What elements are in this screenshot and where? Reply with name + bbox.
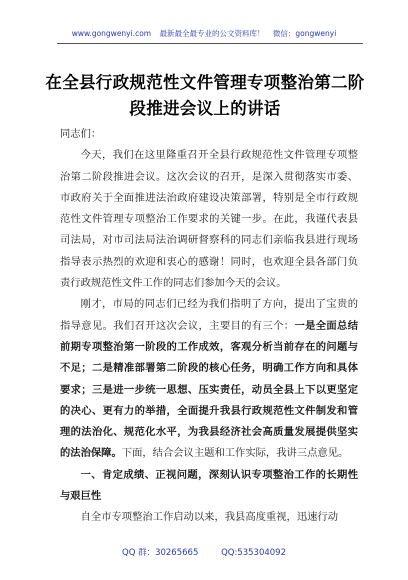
purpose-bold: 一是全面总结前期专项整治第一阶段的工作成效，客观分析当前存在的问题与不足；二是精准部署第二阶段的核心任务，明确工作方向和具体要求；三是进一步统一思想、压实责任，动员全县上下以更坚定的决心、更有力的举措，全面提升我县行政规范性文件制发和管理的法治化、规范化水平，为我县经济社会高质量发展提供坚实的法治保障。	[60, 319, 359, 460]
page-footer	[0, 546, 408, 558]
salutation: 同志们：	[60, 128, 102, 140]
section-heading-1: 一、肯定成绩、正视问题，深刻认识专项整治工作的长期性与艰巨性	[60, 468, 358, 503]
paragraph-section-1: 自全市专项整治工作启动以来，我县高度重视，迅速行动	[80, 511, 339, 524]
header-divider	[57, 43, 363, 44]
site-slogan: 最新最全最专业的公文资料库！	[159, 29, 265, 38]
paragraph-intro: 今天，我们在这里隆重召开全县行政规范性文件管理专项整治第二阶段推进会议。这次会议的召开，是深入贯彻落实市委、市政府关于全面推进法治政府建设决策部署，特别是全市行政规范性文件管理专项整治工作要求的关键一步。在此，我谨代表县司法局，对市司法局法治调研督察科的同志们亲临我县进行现场指导表示热烈的欢迎和衷心的感谢！同时，也欢迎全县各部门负责行政规范性文件工作的同志们参加今天的会议。	[60, 149, 358, 290]
qq-number: QQ:535304092	[221, 548, 286, 558]
document-body	[60, 124, 358, 529]
purpose-tail: 下面，结合会议主题和工作实际，我讲三点意见。	[121, 447, 349, 460]
purpose-lead: 刚才，市局的同志们已经为我们指明了方向，提出了宝贵的指导意见。我们召开这次会议，主要目的有三个：	[60, 298, 358, 332]
site-url[interactable]: www.gongwenyi.com	[71, 29, 152, 38]
wechat-id: 微信：gongwenyi	[272, 29, 337, 38]
paragraph-purpose	[60, 294, 358, 464]
page-header	[0, 28, 408, 39]
qq-group: QQ 群：30265665	[122, 548, 199, 558]
document-title: 在全县行政规范性文件管理专项整治第二阶段推进会议上的讲话	[45, 73, 365, 118]
